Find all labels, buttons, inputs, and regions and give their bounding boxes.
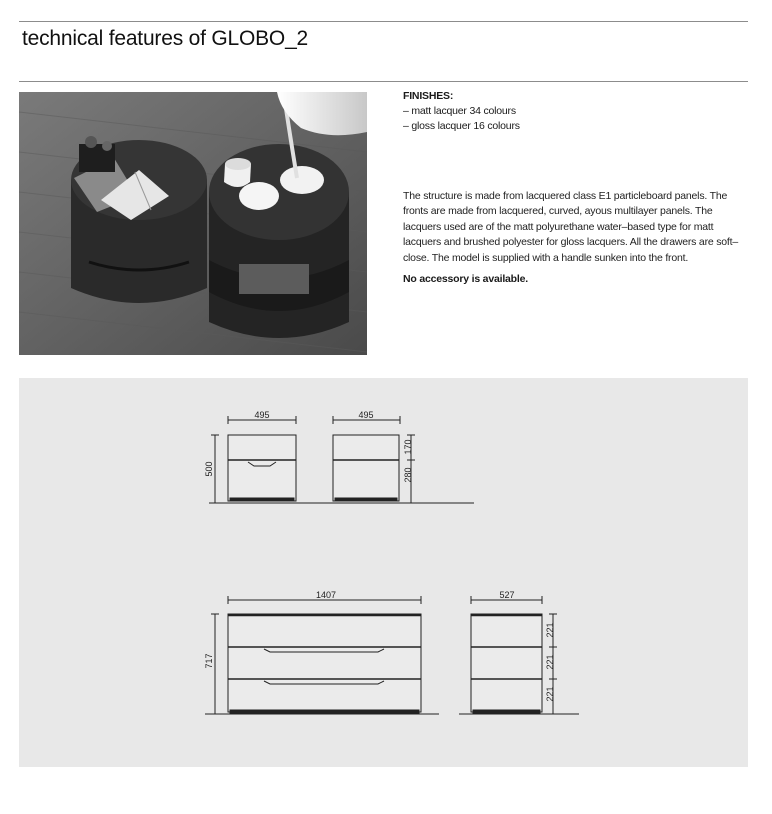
- finishes-block: [403, 89, 748, 134]
- technical-drawings-panel: [19, 378, 748, 767]
- dresser-front-width-label: 1407: [315, 590, 337, 600]
- nightstand-side-drawing: [333, 416, 415, 503]
- nightstand-side-width-label: 495: [358, 410, 374, 420]
- description-text: The structure is made from lacquered class E1 particleboard panels. The fronts are made from lacquered, curved, ayous multilayer panels. The lacquers used are of the matt polyurethane water–based type for matt lacquers and brushed polyester for gloss lacquers. All the drawers are soft–close. The model is supplied with a handle sunken into the front.: [403, 190, 738, 264]
- nightstand-drawer-top-label: 170: [403, 439, 413, 455]
- nightstand-drawer-bottom-label: 280: [403, 467, 413, 483]
- finishes-heading: FINISHES:: [403, 90, 454, 102]
- dresser-front-drawing: [205, 596, 439, 714]
- dresser-drawer-2-label: 221: [545, 654, 555, 670]
- nightstand-front-height-label: 500: [204, 461, 214, 477]
- dresser-drawer-3-label: 221: [545, 686, 555, 702]
- title-rule: [19, 81, 748, 82]
- finish-matt: – matt lacquer 34 colours: [403, 105, 516, 117]
- accessory-note: No accessory is available.: [403, 273, 528, 285]
- dresser-side-width-label: 527: [499, 590, 515, 600]
- drawings-svg: [19, 378, 748, 767]
- dresser-front-height-label: 717: [204, 653, 214, 669]
- page-title: technical features of GLOBO_2: [22, 27, 309, 50]
- product-photo: [19, 92, 367, 355]
- top-rule: [19, 21, 748, 22]
- nightstand-front-width-label: 495: [254, 410, 270, 420]
- finish-gloss: – gloss lacquer 16 colours: [403, 120, 520, 132]
- dresser-drawer-1-label: 221: [545, 622, 555, 638]
- dresser-side-drawing: [459, 596, 579, 714]
